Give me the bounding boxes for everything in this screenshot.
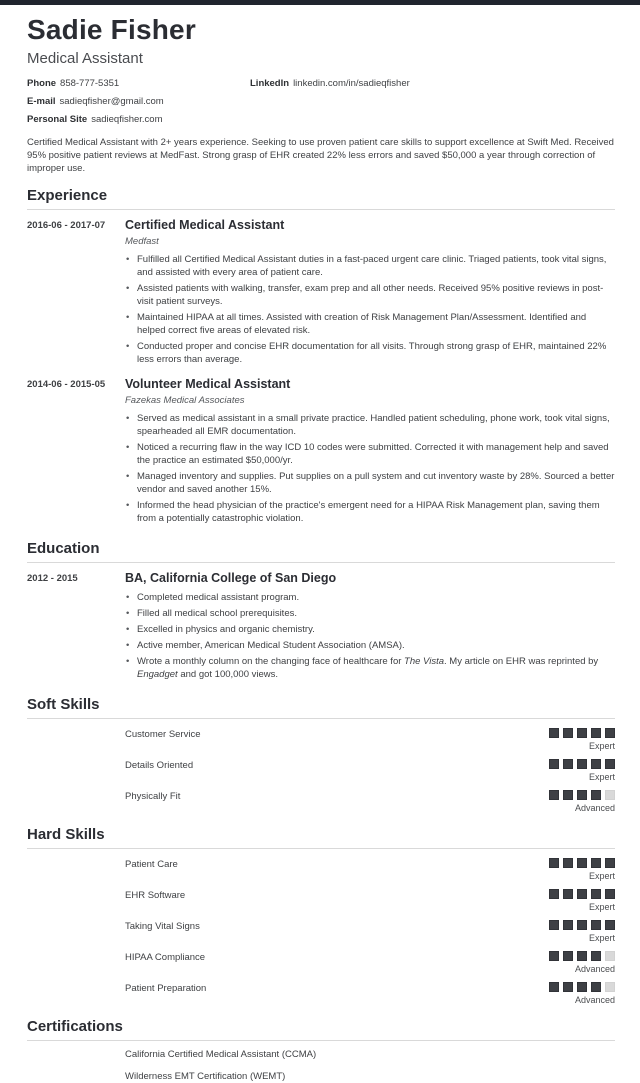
entry-company: Medfast [125, 236, 159, 247]
contact-linkedin [250, 78, 615, 90]
bullet-item: • Excelled in physics and organic chemistry. [125, 623, 615, 636]
email-value: sadieqfisher@gmail.com [59, 96, 164, 107]
bullet-item [125, 655, 615, 681]
skill-square-filled [563, 759, 573, 769]
phone-value: 858-777-5351 [60, 78, 120, 89]
soft-skills-heading: Soft Skills [27, 696, 615, 719]
skill-name: Patient Care [125, 859, 178, 870]
bullet-item: • Conducted proper and concise EHR documentation for all visits. Through strong grasp of EHR, maintained 22% less errors than average. [125, 340, 615, 366]
skill-square-filled [605, 858, 615, 868]
education-section [27, 540, 615, 684]
skill-square-filled [549, 858, 559, 868]
skill-level-block [549, 790, 615, 814]
skill-rating-squares [549, 951, 615, 961]
skill-square-filled [577, 728, 587, 738]
linkedin-label: LinkedIn [250, 78, 290, 89]
contact-email [27, 96, 250, 108]
skill-level-block [549, 759, 615, 783]
skill-square-filled [591, 790, 601, 800]
candidate-title: Medical Assistant [27, 50, 143, 67]
site-value: sadieqfisher.com [91, 114, 163, 125]
skill-name: HIPAA Compliance [125, 952, 206, 963]
skill-square-filled [605, 889, 615, 899]
skill-square-filled [577, 889, 587, 899]
skill-square-filled [591, 920, 601, 930]
skill-square-filled [591, 889, 601, 899]
skill-level-label: Advanced [574, 995, 615, 1005]
email-label: E-mail [27, 96, 56, 107]
skill-square-filled [577, 982, 587, 992]
publication-name: Engadget [137, 669, 178, 680]
skill-level-block [549, 889, 615, 913]
contact-site [27, 114, 250, 126]
skill-square-filled [577, 951, 587, 961]
phone-label: Phone [27, 78, 57, 89]
skill-square-empty [605, 790, 615, 800]
skill-square-filled [577, 759, 587, 769]
skill-square-filled [549, 982, 559, 992]
skill-square-filled [563, 982, 573, 992]
experience-section [27, 187, 615, 528]
skill-level-block [549, 858, 615, 882]
bullet-text-part: Wrote a monthly column on the changing face of healthcare for [137, 656, 405, 667]
bullet-text-part: and got 100,000 views. [177, 669, 279, 680]
skill-row [125, 790, 615, 814]
bullet-item: • Served as medical assistant in a small private practice. Handled patient scheduling, phone work, took vital signs, spearheaded all EMR documentation. [125, 412, 615, 438]
skill-square-filled [605, 728, 615, 738]
skill-square-filled [563, 920, 573, 930]
experience-entry [27, 218, 615, 369]
linkedin-value: linkedin.com/in/sadieqfisher [293, 78, 410, 89]
skill-square-filled [549, 759, 559, 769]
site-label: Personal Site [27, 114, 88, 125]
skill-square-filled [577, 858, 587, 868]
entry-bullets [125, 412, 615, 525]
skill-level-label: Advanced [574, 803, 615, 813]
entry-title: Certified Medical Assistant [125, 218, 285, 232]
certifications-list [27, 1049, 615, 1083]
contact-phone [27, 78, 250, 90]
skill-square-empty [605, 982, 615, 992]
skill-square-filled [605, 759, 615, 769]
skill-level-label: Expert [588, 902, 615, 912]
bullet-item: • Active member, American Medical Student Association (AMSA). [125, 639, 615, 652]
entry-dates: 2012 - 2015 [27, 573, 78, 584]
contact-spacer [250, 96, 615, 108]
skill-rating-squares [549, 889, 615, 899]
entry-title: Volunteer Medical Assistant [125, 377, 291, 391]
skill-rating-squares [549, 790, 615, 800]
entry-body [125, 218, 615, 369]
entry-body [125, 571, 615, 684]
certification-item: Wilderness EMT Certification (WEMT) [125, 1071, 286, 1082]
skill-square-filled [549, 920, 559, 930]
soft-skills-list [27, 728, 615, 814]
skill-level-label: Advanced [574, 964, 615, 974]
skill-name: Taking Vital Signs [125, 921, 200, 932]
skill-square-filled [591, 858, 601, 868]
contact-block [27, 78, 615, 126]
skill-square-filled [577, 790, 587, 800]
entry-company: Fazekas Medical Associates [125, 395, 245, 406]
entry-title: BA, California College of San Diego [125, 571, 337, 585]
skill-square-filled [563, 889, 573, 899]
skill-row [125, 920, 615, 944]
candidate-name: Sadie Fisher [27, 14, 196, 45]
entry-dates: 2014-06 - 2015-05 [27, 379, 106, 390]
resume-header [27, 14, 615, 175]
entry-bullets [125, 591, 615, 681]
skill-square-filled [549, 790, 559, 800]
skill-level-label: Expert [588, 933, 615, 943]
skill-square-filled [577, 920, 587, 930]
resume-page [0, 5, 640, 1083]
skill-row [125, 889, 615, 913]
entry-dates: 2016-06 - 2017-07 [27, 220, 106, 231]
skill-name: Details Oriented [125, 760, 194, 771]
skill-row [125, 728, 615, 752]
skill-row [125, 982, 615, 1006]
skill-level-label: Expert [588, 741, 615, 751]
skill-level-label: Expert [588, 871, 615, 881]
bullet-item: • Managed inventory and supplies. Put supplies on a pull system and cut inventory waste by 28%. Sourced a better vendor and saved another 15%. [125, 470, 615, 496]
publication-name: The Vista [404, 656, 445, 667]
skill-name: Customer Service [125, 729, 201, 740]
skill-name: EHR Software [125, 890, 186, 901]
skill-square-filled [563, 858, 573, 868]
skill-rating-squares [549, 728, 615, 738]
education-entry [27, 571, 615, 684]
professional-summary: Certified Medical Assistant with 2+ years experience. Seeking to use proven patient care skills to support excellence at Swift Med. Received 95% positive patient reviews at MedFast. Strong grasp of EHR created 22% less errors and saved $50,000 a year through correction of improper use. [27, 137, 614, 174]
skill-rating-squares [549, 858, 615, 868]
skill-square-filled [549, 951, 559, 961]
skill-row [125, 759, 615, 783]
skill-level-block [549, 728, 615, 752]
skill-square-filled [563, 728, 573, 738]
education-heading: Education [27, 540, 615, 563]
skill-square-filled [591, 982, 601, 992]
skill-rating-squares [549, 982, 615, 992]
skill-name: Patient Preparation [125, 983, 207, 994]
skill-square-filled [549, 728, 559, 738]
skill-level-block [549, 920, 615, 944]
skill-square-filled [605, 920, 615, 930]
skill-level-block [549, 982, 615, 1006]
skill-level-block [549, 951, 615, 975]
bullet-item: • Informed the head physician of the practice's emergent need for a HIPAA Risk Management plan, saving them from a potentially catastrophic violation. [125, 499, 615, 525]
skill-rating-squares [549, 920, 615, 930]
bullet-item: • Assisted patients with walking, transfer, exam prep and all other needs. Received 95% positive reviews in post-visit patient surveys. [125, 282, 615, 308]
entry-body [125, 377, 615, 528]
skill-square-filled [563, 951, 573, 961]
hard-skills-list [27, 858, 615, 1006]
soft-skills-section [27, 696, 615, 814]
experience-entry [27, 377, 615, 528]
skill-square-filled [591, 759, 601, 769]
bullet-item: • Fulfilled all Certified Medical Assistant duties in a fast-paced urgent care clinic. Triaged patients, took vital signs, and assisted with every area of patient care. [125, 253, 615, 279]
bullet-item: • Noticed a recurring flaw in the way ICD 10 codes were submitted. Corrected it with management help and saved the practice an estimated $50,000/yr. [125, 441, 615, 467]
certification-item: California Certified Medical Assistant (CCMA) [125, 1049, 317, 1060]
skill-square-empty [605, 951, 615, 961]
bullet-item: • Maintained HIPAA at all times. Assisted with creation of Risk Management Plan/Assessment. Identified and helped correct five areas of elevated risk. [125, 311, 615, 337]
skill-square-filled [549, 889, 559, 899]
skill-level-label: Expert [588, 772, 615, 782]
skill-rating-squares [549, 759, 615, 769]
skill-square-filled [563, 790, 573, 800]
certifications-heading: Certifications [27, 1018, 615, 1041]
hard-skills-section [27, 826, 615, 1006]
bullet-text-part: . My article on EHR was reprinted by [444, 656, 599, 667]
skill-row [125, 858, 615, 882]
entry-bullets [125, 253, 615, 366]
certifications-section [27, 1018, 615, 1083]
hard-skills-heading: Hard Skills [27, 826, 615, 849]
skill-row [125, 951, 615, 975]
bullet-item: • Completed medical assistant program. [125, 591, 615, 604]
skill-square-filled [591, 951, 601, 961]
skill-name: Physically Fit [125, 791, 181, 802]
skill-square-filled [591, 728, 601, 738]
experience-heading: Experience [27, 187, 615, 210]
bullet-item: • Filled all medical school prerequisites. [125, 607, 615, 620]
